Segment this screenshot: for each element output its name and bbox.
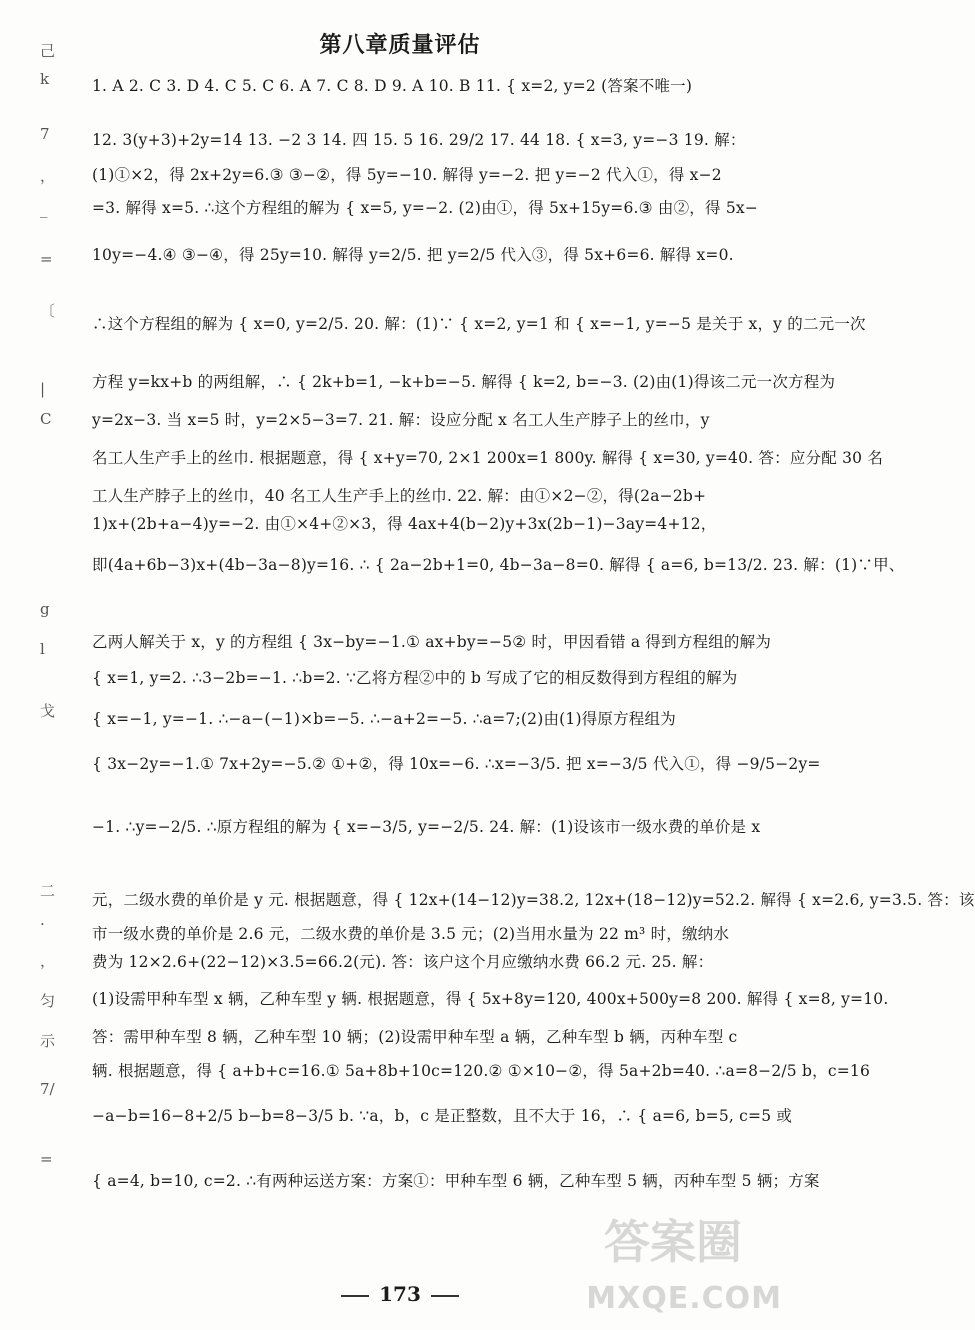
margin-mark: 匀 xyxy=(40,992,56,1010)
text-line: 名工人生产手上的丝巾. 根据题意，得 { x+y=70, 2×1 200x=1 800y. 解得 { x=30, y=40. 答：应分配 30 名 xyxy=(92,449,884,467)
margin-mark: C xyxy=(40,410,52,428)
margin-mark: k xyxy=(40,70,50,88)
margin-mark: 戈 xyxy=(40,702,56,720)
watermark-logo xyxy=(562,1206,782,1316)
text-line: 即(4a+6b−3)x+(4b−3a−8)y=16. ∴ { 2a−2b+1=0, 4b−3a−8=0. 解得 { a=6, b=13/2. 23. 解：(1)∵甲、 xyxy=(92,556,905,574)
text-line: −a−b=16−8+2/5 b−b=8−3/5 b. ∵a，b，c 是正整数，且不大于 16，∴ { a=6, b=5, c=5 或 xyxy=(92,1107,793,1125)
text-line: 1. A 2. C 3. D 4. C 5. C 6. A 7. C 8. D 9. A 10. B 11. { x=2, y=2 (答案不唯一) xyxy=(92,77,693,95)
page-number: 173 xyxy=(0,1282,800,1306)
margin-mark: = xyxy=(40,250,53,268)
text-line: 1)x+(2b+a−4)y=−2. 由①×4+②×3，得 4ax+4(b−2)y+3x(2b−1)−3ay=4+12， xyxy=(92,515,717,533)
text-line: { x=1, y=2. ∴3−2b=−1. ∴b=2. ∵乙将方程②中的 b 写成了它的相反数得到方程组的解为 xyxy=(92,669,738,687)
left-margin-marks xyxy=(40,0,70,1330)
margin-mark: | xyxy=(40,380,46,398)
watermark-text: 答案圈 xyxy=(604,1215,742,1269)
margin-mark: 7/ xyxy=(40,1080,55,1098)
text-line: 12. 3(y+3)+2y=14 13. −2 3 14. 四 15. 5 16. 29/2 17. 44 18. { x=3, y=−3 19. 解： xyxy=(92,131,746,149)
text-line: =3. 解得 x=5. ∴这个方程组的解为 { x=5, y=−2. (2)由①，得 5x+15y=6.③ 由②，得 5x− xyxy=(92,199,759,217)
text-line: 10y=−4.④ ③−④，得 25y=10. 解得 y=2/5. 把 y=2/5 代入③，得 5x+6=6. 解得 x=0. xyxy=(92,246,734,264)
page-title: 第八章质量评估 xyxy=(319,32,481,58)
margin-mark: 〔 xyxy=(40,302,56,320)
margin-mark: · xyxy=(40,915,45,933)
watermark-url: MXQE.COM xyxy=(586,1281,782,1316)
text-line: 市一级水费的单价是 2.6 元，二级水费的单价是 3.5 元；(2)当用水量为 22 m³ 时，缴纳水 xyxy=(92,925,730,943)
text-line: ∴这个方程组的解为 { x=0, y=2/5. 20. 解：(1)∵ { x=2, y=1 和 { x=−1, y=−5 是关于 x，y 的二元一次 xyxy=(92,315,866,333)
text-line: 工人生产脖子上的丝巾，40 名工人生产手上的丝巾. 22. 解：由①×2−②，得(2a−2b+ xyxy=(92,487,707,505)
margin-mark: ， xyxy=(40,952,56,970)
text-line: { 3x−2y=−1.① 7x+2y=−5.② ①+②，得 10x=−6. ∴x=−3/5. 把 x=−3/5 代入①，得 −9/5−2y= xyxy=(92,755,821,773)
margin-mark: l xyxy=(40,640,45,658)
text-line: { a=4, b=10, c=2. ∴有两种运送方案：方案①：甲种车型 6 辆，乙种车型 5 辆，丙种车型 5 辆；方案 xyxy=(92,1172,820,1190)
margin-mark: 己 xyxy=(40,42,56,60)
margin-mark: 示 xyxy=(40,1032,56,1050)
text-line: 辆. 根据题意，得 { a+b+c=16.① 5a+8b+10c=120.② ①×10−②，得 5a+2b=40. ∴a=8−2/5 b，c=16 xyxy=(92,1062,871,1080)
text-line: 乙两人解关于 x，y 的方程组 { 3x−by=−1.① ax+by=−5② 时，甲因看错 a 得到方程组的解为 xyxy=(92,633,772,651)
margin-mark: 7 xyxy=(40,125,50,143)
text-line: 元，二级水费的单价是 y 元. 根据题意，得 { 12x+(14−12)y=38.2, 12x+(18−12)y=52.2. 解得 { x=2.6, y=3.5. 答：该 xyxy=(92,891,975,909)
text-line: y=2x−3. 当 x=5 时，y=2×5−3=7. 21. 解：设应分配 x 名工人生产脖子上的丝巾，y xyxy=(92,411,710,429)
text-line: 答：需甲种车型 8 辆，乙种车型 10 辆；(2)设需甲种车型 a 辆，乙种车型 b 辆，丙种车型 c xyxy=(92,1028,738,1046)
margin-mark: _ xyxy=(40,200,48,218)
text-line: (1)①×2，得 2x+2y=6.③ ③−②，得 5y=−10. 解得 y=−2. 把 y=−2 代入①，得 x−2 xyxy=(92,166,722,184)
margin-mark: = xyxy=(40,1150,53,1168)
text-line: 费为 12×2.6+(22−12)×3.5=66.2(元). 答：该户这个月应缴纳水费 66.2 元. 25. 解： xyxy=(92,953,714,971)
margin-mark: 二 xyxy=(40,882,56,900)
margin-mark: g xyxy=(40,600,50,618)
text-line: (1)设需甲种车型 x 辆，乙种车型 y 辆. 根据题意，得 { 5x+8y=120, 400x+500y=8 200. 解得 { x=8, y=10. xyxy=(92,990,889,1008)
text-line: { x=−1, y=−1. ∴−a−(−1)×b=−5. ∴−a+2=−5. ∴a=7;(2)由(1)得原方程组为 xyxy=(92,710,676,728)
text-line: 方程 y=kx+b 的两组解，∴ { 2k+b=1, −k+b=−5. 解得 { k=2, b=−3. (2)由(1)得该二元一次方程为 xyxy=(92,373,836,391)
margin-mark: ， xyxy=(40,167,56,185)
text-line: −1. ∴y=−2/5. ∴原方程组的解为 { x=−3/5, y=−2/5. 24. 解：(1)设该市一级水费的单价是 x xyxy=(92,818,761,836)
